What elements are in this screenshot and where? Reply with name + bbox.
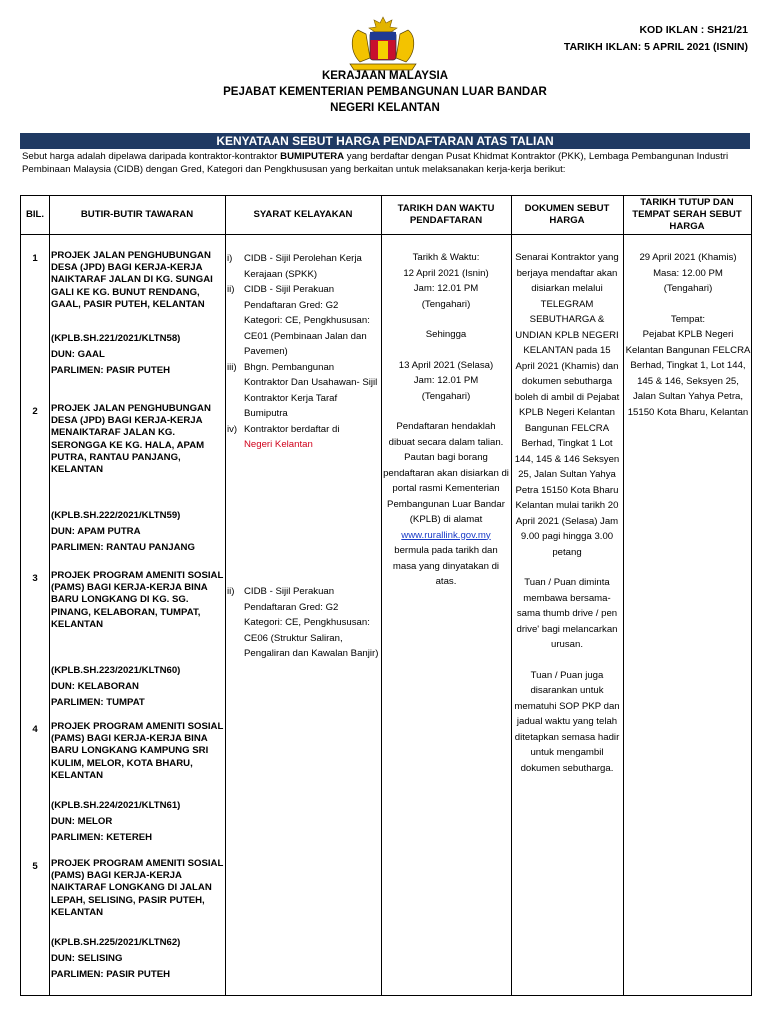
intro-text: Sebut harga adalah dipelawa daripada kontraktor-kontraktor: [22, 151, 281, 162]
closing-date: 29 April 2021 (Khamis): [639, 252, 737, 263]
registration-start-period: (Tengahari): [421, 298, 471, 310]
tarikh-iklan: TARIKH IKLAN: 5 APRIL 2021 (ISNIN): [563, 41, 748, 53]
eligibility-row: [227, 584, 379, 662]
registration-column: [383, 250, 509, 590]
registration-link-note: Pautan bagi borang pendaftaran akan disiarkan di portal rasmi Kementerian Pembangunan Luar Bandar (KPLB) di alamat: [383, 452, 509, 525]
advert-meta: [564, 22, 748, 56]
registration-start-time: Jam: 12.01 PM: [413, 283, 479, 294]
item-details: [49, 858, 227, 983]
eligibility-text: Bhgn. Pembangunan Kontraktor Dan Usahawan- Sijil Kontraktor Kerja Taraf Bumiputra: [244, 361, 378, 419]
eligibility-text: CIDB - Sijil Perolehan Kerja Kerajaan (SPKK): [244, 253, 362, 280]
eligibility-marker: iv): [227, 423, 238, 435]
eligibility-text: CIDB - Sijil Perakuan Pendaftaran Gred: G2 Kategori: CE, Pengkhususan: CE06 (Struktur Saliran, Pengaliran dan Kawalan Banjir): [244, 586, 379, 659]
col-bil: BIL.: [25, 209, 45, 220]
item-details: [49, 721, 227, 846]
eligibility-state-highlight: Negeri Kelantan: [244, 439, 313, 450]
item-details: [49, 570, 227, 711]
item-ref: (KPLB.SH.221/2021/KLTN58): [51, 333, 181, 345]
eligibility-block-1: [227, 251, 379, 453]
org-line-2: PEJABAT KEMENTERIAN PEMBANGUNAN LUAR BANDAR: [223, 86, 547, 98]
rurallink-link[interactable]: www.rurallink.gov.my: [401, 529, 491, 541]
col-tutup: TARIKH TUTUP DAN TEMPAT SERAH SEBUT HARGA: [632, 197, 742, 232]
closing-column: [625, 250, 751, 420]
item-title: PROJEK PROGRAM AMENITI SOSIAL (PAMS) BAGI KERJA-KERJA BINA BARU LONGKANG DI KG. SG. PINANG, KELABORAN, TUMPAT, KELANTAN: [51, 570, 224, 630]
registration-online-note: Pendaftaran hendaklah dibuat secara dalam talian.: [388, 421, 504, 448]
eligibility-text: CIDB - Sijil Perakuan Pendaftaran Gred: G2 Kategori: CE, Pengkhususan: CE01 (Pembinaan Jalan dan Pavemen): [244, 284, 370, 357]
registration-until: Sehingga: [425, 329, 467, 340]
intro-paragraph: [22, 150, 752, 176]
closing-time: Masa: 12.00 PM: [653, 267, 723, 279]
eligibility-marker: ii): [227, 586, 235, 597]
col-syarat: SYARAT KELAYAKAN: [253, 209, 353, 220]
column-divider: [381, 196, 382, 995]
registration-end-time: Jam: 12.01 PM: [413, 375, 479, 386]
item-parlimen: PARLIMEN: RANTAU PANJANG: [51, 542, 195, 554]
eligibility-marker: i): [227, 253, 233, 264]
item-details: [49, 403, 227, 556]
item-number: 1: [32, 253, 38, 264]
intro-text-rest: yang berdaftar dengan Pusat Khidmat Kontraktor (PKK), Lembaga Pembangunan Industri Pembinaan Malaysia (CIDB) dengan Gred, Kategori dan Pengkhususan yang berkaitan untuk melaksanakan kerja-kerja berikut:: [22, 151, 729, 175]
coat-of-arms-icon: [336, 14, 430, 72]
item-dun: DUN: KELABORAN: [51, 681, 139, 693]
item-parlimen: PARLIMEN: PASIR PUTEH: [51, 365, 171, 377]
item-parlimen: PARLIMEN: PASIR PUTEH: [51, 969, 171, 981]
item-number: 4: [32, 724, 38, 735]
column-divider: [623, 196, 624, 995]
registration-end-period: (Tengahari): [421, 390, 471, 402]
item-number: 3: [32, 573, 38, 584]
org-line-1: KERAJAAN MALAYSIA: [321, 70, 449, 82]
eligibility-text: Kontraktor berdaftar di: [244, 423, 340, 435]
item-title: PROJEK PROGRAM AMENITI SOSIAL (PAMS) BAGI KERJA-KERJA NAIKTARAF LONGKANG DI JALAN LEPAH, SELISING, PASIR PUTEH, KELANTAN: [51, 858, 224, 918]
document-thumbdrive-note: Tuan / Puan diminta membawa bersama-sama thumb drive / pen drive' bagi melancarkan urusan.: [516, 577, 618, 650]
registration-label: Tarikh & Waktu:: [412, 252, 480, 263]
registration-start-date: 12 April 2021 (Isnin): [403, 267, 489, 279]
notice-banner: KENYATAAN SEBUT HARGA PENDAFTARAN ATAS TALIAN: [20, 133, 750, 149]
document-column: [513, 250, 621, 776]
organisation-heading: [0, 68, 770, 116]
tender-table: [20, 195, 752, 996]
document-collection-info: Senarai Kontraktor yang berjaya mendaftar akan disiarkan melalui TELEGRAM SEBUTHARGA & UNDIAN KPLB NEGERI KELANTAN pada 15 April 2021 (Khamis) dan dokumen sebutharga boleh di ambil di Pejabat KPLB Negeri Kelantan Bangunan FELCRA Berhad, Tingkat 1 Lot 144, 145 & 146 Seksyen 25, Jalan Sultan Yahya Petra 15150 Kota Bharu Kelantan mulai tarikh 20 April 2021 (Selasa) Jam 9.00 pagi hingga 3.00 petang: [514, 252, 620, 558]
org-line-3: NEGERI KELANTAN: [330, 102, 440, 114]
registration-timing-note: bermula pada tarikh dan masa yang dinyatakan di atas.: [392, 545, 500, 587]
registration-end-date: 13 April 2021 (Selasa): [398, 359, 494, 371]
intro-bold: BUMIPUTERA: [280, 151, 345, 162]
item-ref: (KPLB.SH.223/2021/KLTN60): [51, 665, 181, 677]
eligibility-row: [227, 251, 379, 282]
col-butir: BUTIR-BUTIR TAWARAN: [80, 209, 194, 220]
item-details: [49, 250, 227, 379]
item-ref: (KPLB.SH.222/2021/KLTN59): [51, 510, 181, 522]
item-title: PROJEK JALAN PENGHUBUNGAN DESA (JPD) BAGI KERJA-KERJA NAIKTARAF JALAN DI KG. SUNGAI GALI KE KG. BUNUT RENDANG, GAAL, PASIR PUTEH, KELANTAN: [51, 250, 213, 310]
item-parlimen: PARLIMEN: KETEREH: [51, 832, 153, 844]
column-divider: [511, 196, 512, 995]
submission-place: Pejabat KPLB Negeri Kelantan Bangunan FELCRA Berhad, Tingkat 1, Lot 144, 145 & 146, Seksyen 25, Jalan Sultan Yahya Petra, 15150 Kota Bharu, Kelantan: [625, 329, 751, 418]
eligibility-marker: iii): [227, 361, 237, 373]
col-dokumen: DOKUMEN SEBUT HARGA: [524, 203, 610, 226]
item-title: PROJEK PROGRAM AMENITI SOSIAL (PAMS) BAGI KERJA-KERJA BINA BARU LONGKANG KAMPUNG SRI KULIM, MELOR, KOTA BHARU, KELANTAN: [51, 721, 224, 781]
place-label: Tempat:: [670, 313, 706, 325]
table-header: [21, 196, 751, 235]
item-title: PROJEK JALAN PENGHUBUNGAN DESA (JPD) BAGI KERJA-KERJA MENAIKTARAF JALAN KG. SERONGGA KE KG. HALA, APAM PUTRA, RANTAU PANJANG, KELANTAN: [51, 403, 211, 476]
document-sop-note: Tuan / Puan juga disarankan untuk mematuhi SOP PKP dan jadual waktu yang telah ditetapkan semasa hadir untuk mengambil dokumen sebutharga.: [514, 669, 620, 774]
item-dun: DUN: GAAL: [51, 349, 105, 361]
kod-iklan: KOD IKLAN : SH21/21: [639, 24, 748, 36]
item-ref: (KPLB.SH.225/2021/KLTN62): [51, 937, 181, 949]
item-number: 5: [32, 861, 38, 872]
item-parlimen: PARLIMEN: TUMPAT: [51, 697, 145, 709]
eligibility-block-2: [227, 584, 379, 662]
closing-period: (Tengahari): [663, 283, 713, 294]
item-dun: DUN: APAM PUTRA: [51, 526, 141, 538]
item-number: 2: [32, 406, 38, 417]
col-tarikh-daftar: TARIKH DAN WAKTU PENDAFTARAN: [397, 203, 495, 226]
eligibility-marker: ii): [227, 284, 235, 295]
eligibility-row: [227, 360, 379, 422]
item-dun: DUN: SELISING: [51, 953, 123, 965]
eligibility-row: [227, 282, 379, 360]
eligibility-row: [227, 422, 379, 453]
item-ref: (KPLB.SH.224/2021/KLTN61): [51, 800, 181, 812]
item-dun: DUN: MELOR: [51, 816, 113, 828]
